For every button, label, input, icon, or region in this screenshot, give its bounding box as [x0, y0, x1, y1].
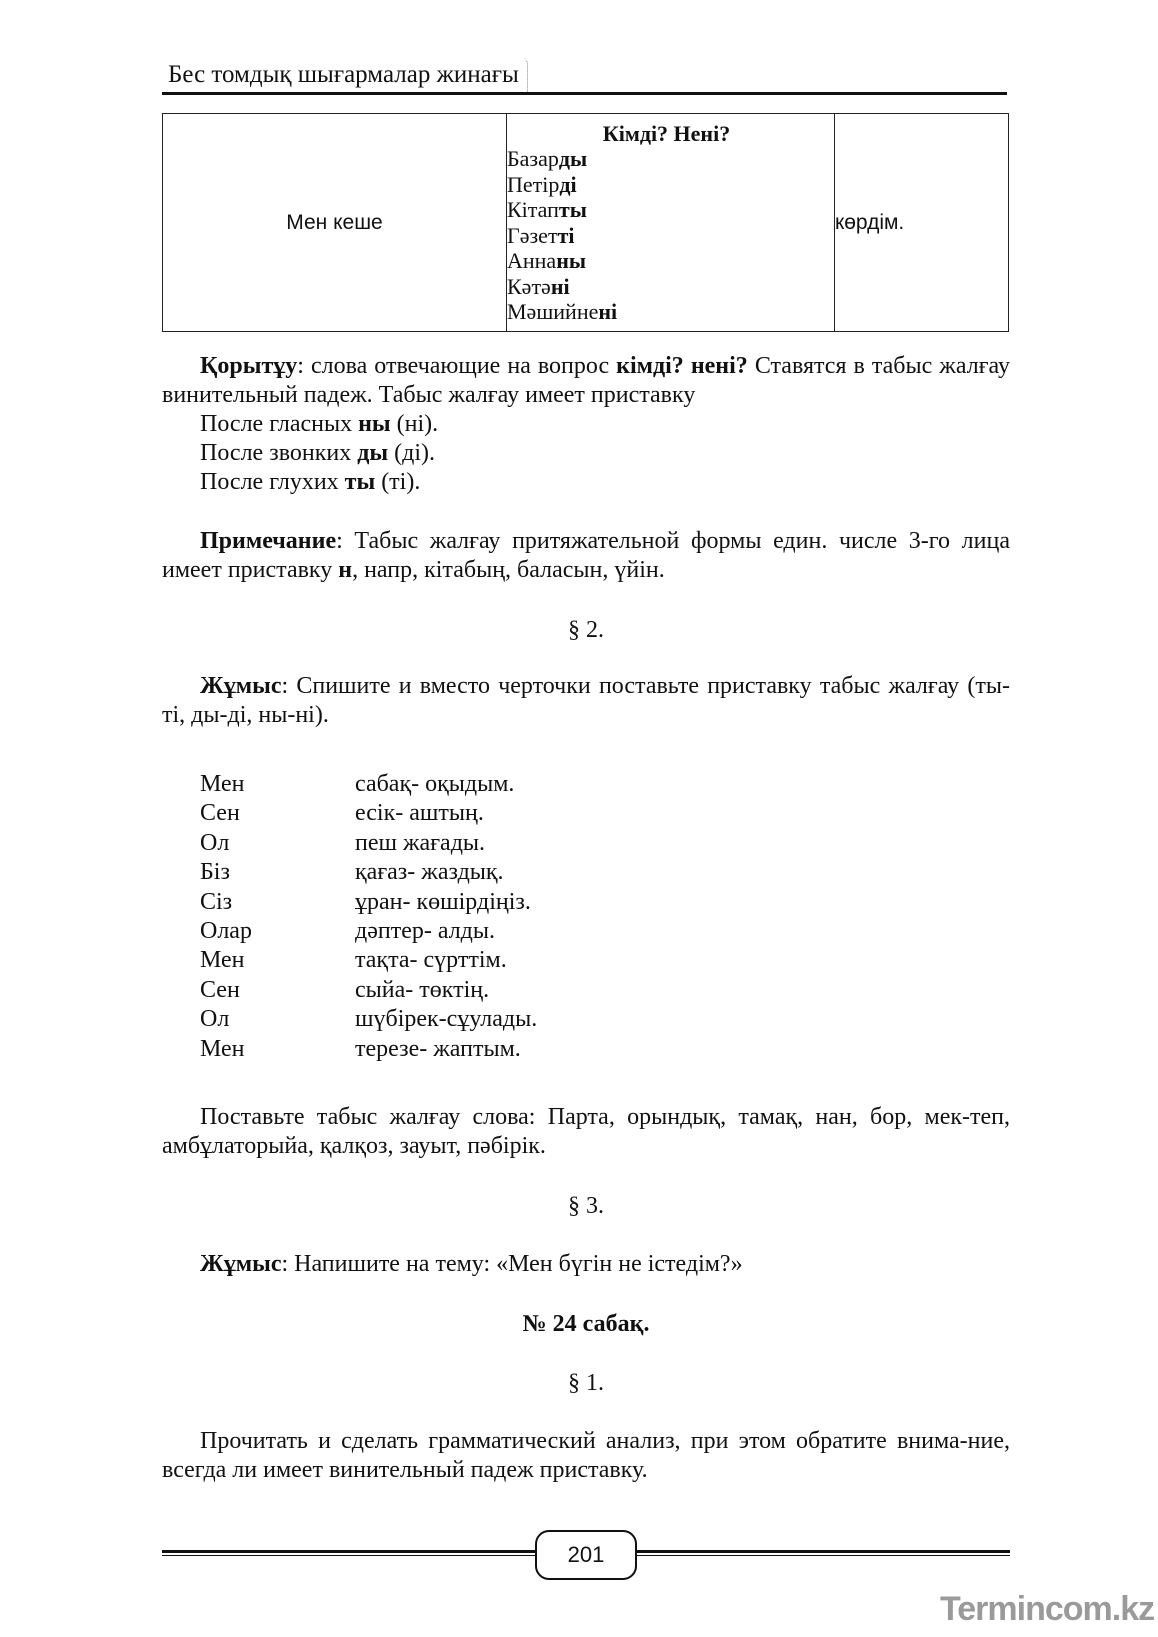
table-word-row: Кітапты — [507, 197, 587, 222]
table-word-row: Мәшийнені — [507, 299, 618, 324]
exercise-list — [200, 770, 537, 1064]
table-cell-subject: Мен кеше — [163, 114, 507, 332]
running-title: Бес томдық шығармалар жинағы — [162, 58, 528, 92]
lesson-heading: № 24 сабақ. — [522, 1311, 650, 1337]
table-word-row: Базарды — [507, 146, 588, 171]
table-cell-objects — [507, 114, 835, 332]
table-word-row: Петірді — [507, 171, 577, 197]
list-item: Сен есік- аштың. — [200, 800, 484, 827]
put-words-paragraph: Поставьте табыс жалғау слова: Парта, орындық, тамақ, нан, бор, мек-теп, амбұлаторыйа, қалқоз, зауыт, пәбірік. — [162, 1104, 1010, 1159]
page-footer — [162, 1530, 1010, 1580]
reading-task-paragraph: Прочитать и сделать грамматический анализ, при этом обратите внима-ние, всегда ли имеет винительный падеж приставку. — [162, 1428, 1010, 1483]
task-paragraph: Жұмыс: Напишите на тему: «Мен бүгін не істедім?» — [200, 1251, 743, 1277]
list-item: Сен сыйа- төктің. — [200, 976, 490, 1003]
note-paragraph: Примечание: Табыс жалғау притяжательной формы един. числе 3-го лица имеет приставку н, напр, кітабың, баласын, үйін. — [162, 528, 1010, 583]
rule-line: После звонких ды (ді). — [200, 440, 435, 466]
watermark-logo: Termincom.kz — [940, 1590, 1155, 1628]
list-item: Сіз ұран- көшірдіңіз. — [200, 888, 531, 915]
section-heading: § 2. — [568, 617, 604, 643]
table-word-row: Кәтәні — [507, 273, 570, 299]
table-question-header: Кімді? Нені? — [602, 120, 731, 146]
running-header — [162, 58, 1007, 96]
rule-line: После гласных ны (ні). — [200, 411, 439, 437]
section-heading: § 1. — [568, 1370, 604, 1396]
table-cell-verb: көрдім. — [835, 114, 1009, 332]
conclusion-paragraph: Қорытұу: слова отвечающие на вопрос кімді? нені? Ставятся в табыс жалғау винительный падеж. Табыс жалғау имеет приставку После гласных ны (ні). После звонких ды (ді). После глухих ты (ті). — [162, 353, 1010, 495]
list-item: Мен тақта- сүрттім. — [200, 947, 507, 974]
table-word-row: Гәзетті — [507, 222, 575, 248]
case-table — [162, 113, 1009, 332]
task-paragraph: Жұмыс: Спишите и вместо черточки поставьте приставку табыс жалғау (ты-ті, ды-ді, ны-ні). — [162, 673, 1010, 728]
table-word-row: Аннаны — [507, 248, 587, 273]
list-item: Мен терезе- жаптым. — [200, 1035, 521, 1062]
list-item: Ол пеш жағады. — [200, 829, 486, 856]
rule-line: После глухих ты (ті). — [200, 469, 421, 495]
section-heading: § 3. — [568, 1193, 604, 1219]
page-number: 201 — [535, 1530, 637, 1580]
list-item: Ол шүбірек-сұулады. — [200, 1006, 538, 1033]
list-item: Олар дәптер- алды. — [200, 918, 496, 945]
list-item: Мен сабақ- оқыдым. — [200, 771, 515, 797]
header-rule — [162, 92, 1007, 95]
list-item: Біз қағаз- жаздық. — [200, 859, 504, 886]
